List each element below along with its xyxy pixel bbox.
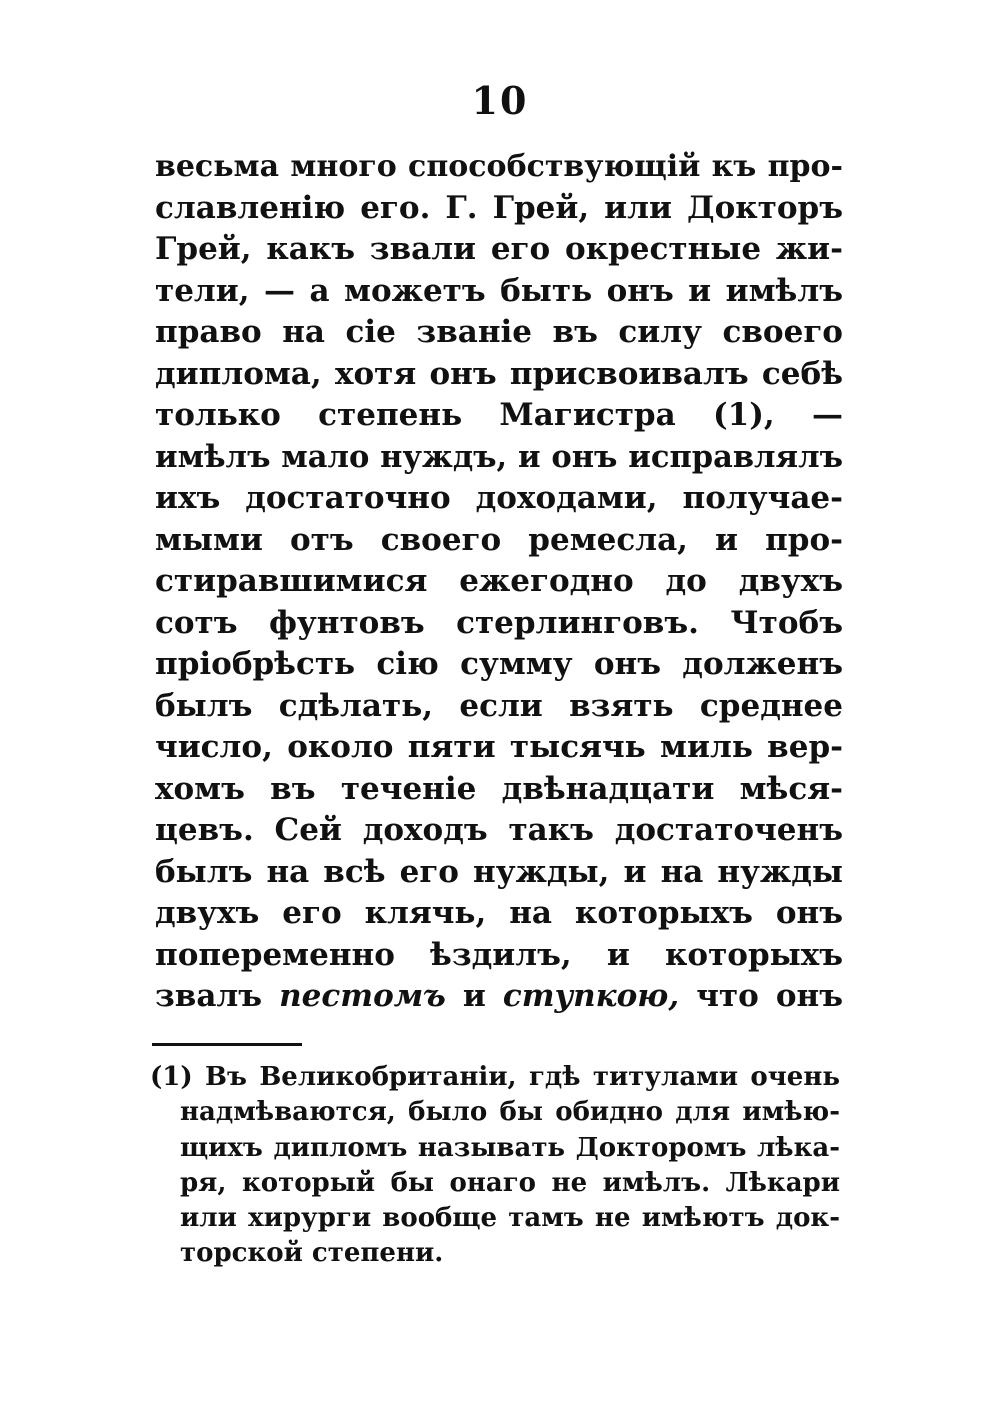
text-line-last	[155, 976, 843, 1018]
text-line: мыми отъ своего ремесла, и про-	[155, 521, 843, 558]
italic-word: пестомъ	[279, 978, 446, 1014]
text-line: диплома, хотя онъ присвоивалъ себѣ	[155, 355, 843, 392]
text-line: весьма много способствующій къ про-	[155, 149, 843, 184]
text-line: славленію его. Г. Грей, или Докторъ	[155, 189, 843, 226]
text-segment: что онъ	[679, 978, 843, 1014]
text-line: только степень Магистра (1), —	[155, 397, 843, 433]
text-line: былъ сдѣлать, если взять среднее	[155, 687, 843, 724]
footnote-rule	[152, 1043, 302, 1046]
text-line: число, около пяти тысячь миль вер-	[155, 729, 843, 765]
italic-word: ступкою,	[502, 978, 680, 1014]
footnote	[150, 1060, 840, 1272]
footnote-line: щихъ дипломъ называть Докторомъ лѣка-	[180, 1132, 840, 1163]
footnote-line: или хирурги вообще тамъ не имѣютъ док-	[180, 1203, 840, 1234]
text-segment: и	[445, 978, 503, 1014]
text-line: попеременно ѣздилъ, и которыхъ	[155, 936, 843, 973]
text-line: сотъ фунтовъ стерлинговъ. Чтобъ	[155, 604, 843, 641]
text-line: тели, — а можетъ быть онъ и имѣлъ	[155, 272, 843, 309]
footnote-line: надмѣваются, было бы обидно для имѣю-	[180, 1097, 840, 1128]
text-line: право на сіе званіе въ силу своего	[155, 314, 843, 350]
text-line: двухъ его клячь, на которыхъ онъ	[155, 895, 843, 931]
text-line: стиравшимися ежегодно до двухъ	[155, 563, 843, 599]
text-line: хомъ въ теченіе двѣнадцати мѣся-	[155, 770, 843, 807]
text-line: Грей, какъ звали его окрестные жи-	[155, 231, 843, 267]
text-line: цевъ. Сей доходъ такъ достаточенъ	[155, 812, 843, 848]
footnote-line: (1) Въ Великобританіи, гдѣ титулами очень	[150, 1062, 840, 1092]
body-text	[155, 146, 843, 1018]
footnote-line: торской степени.	[180, 1238, 444, 1269]
text-line: былъ на всѣ его нужды, и на нужды	[155, 853, 843, 890]
page-number: 10	[471, 78, 529, 123]
text-line: пріобрѣсть сію сумму онъ долженъ	[155, 646, 843, 682]
text-line: ихъ достаточно доходами, получае-	[155, 480, 843, 516]
footnote-line: ря, который бы онаго не имѣлъ. Лѣкари	[180, 1167, 840, 1198]
text-line: имѣлъ мало нуждъ, и онъ исправлялъ	[155, 438, 843, 475]
text-segment: звалъ	[155, 978, 280, 1014]
